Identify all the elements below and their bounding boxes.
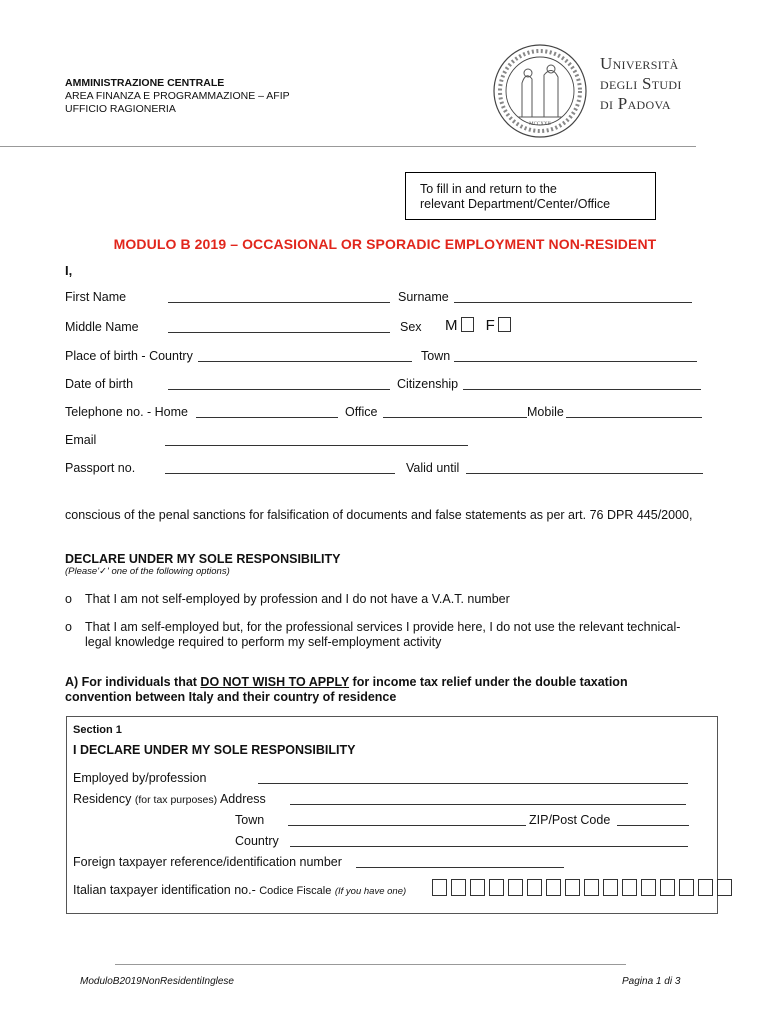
section-a-heading <box>65 675 725 705</box>
university-seal-icon <box>492 43 588 139</box>
middle-name-field[interactable] <box>168 332 390 333</box>
form-title: MODULO B 2019 – OCCASIONAL OR SPORADIC EMPLOYMENT NON-RESIDENT <box>113 236 657 252</box>
telephone-office-label: Office <box>345 405 378 419</box>
sex-f-checkbox[interactable] <box>498 317 511 332</box>
telephone-home-label: Telephone no. - Home <box>65 405 188 419</box>
codice-fiscale-char-box[interactable] <box>603 879 618 896</box>
italian-id-label <box>73 883 406 897</box>
codice-fiscale-char-box[interactable] <box>546 879 561 896</box>
header-divider <box>0 146 696 147</box>
country-label: Country <box>235 834 279 848</box>
zip-label: ZIP/Post Code <box>529 813 611 827</box>
return-line-2: relevant Department/Center/Office <box>420 197 611 211</box>
codice-fiscale-char-box[interactable] <box>584 879 599 896</box>
surname-field[interactable] <box>454 302 692 303</box>
codice-fiscale-char-box[interactable] <box>565 879 580 896</box>
conscious-statement: conscious of the penal sanctions for falsification of documents and false statements as per art. 76 DPR 445/2000, <box>65 508 693 522</box>
residency-label <box>73 792 266 806</box>
telephone-mobile-label: Mobile <box>527 405 564 419</box>
sex-label: Sex <box>400 320 422 334</box>
date-of-birth-field[interactable] <box>168 389 390 390</box>
section-a-line2: convention between Italy and their country of residence <box>65 690 397 704</box>
birth-town-field[interactable] <box>454 361 697 362</box>
section-a-underlined: DO NOT WISH TO APPLY <box>200 675 350 689</box>
declare-heading: DECLARE UNDER MY SOLE RESPONSIBILITY <box>65 552 341 566</box>
email-field[interactable] <box>165 445 468 446</box>
option-1[interactable] <box>65 592 510 607</box>
seal-year: MCCXXII <box>529 122 551 127</box>
option-2[interactable] <box>65 620 715 650</box>
section-1-label: Section 1 <box>73 724 122 736</box>
codice-note: (If you have one) <box>334 886 407 897</box>
section-a-part1: A) For individuals that <box>65 675 201 689</box>
footer-page: Pagina 1 di 3 <box>622 976 681 987</box>
codice-fiscale-char-box[interactable] <box>508 879 523 896</box>
telephone-office-field[interactable] <box>383 417 527 418</box>
codice-fiscale-char-box[interactable] <box>679 879 694 896</box>
option-2-text-line1: That I am self-employed but, for the professional services I provide here, I do not use the relevant technical- <box>85 620 681 634</box>
department-header <box>65 77 290 116</box>
valid-until-field[interactable] <box>466 473 703 474</box>
first-name-field[interactable] <box>168 302 390 303</box>
passport-field[interactable] <box>165 473 395 474</box>
foreign-ref-label: Foreign taxpayer reference/identification number <box>73 855 342 869</box>
telephone-home-field[interactable] <box>196 417 338 418</box>
codice-fiscale-char-box[interactable] <box>451 879 466 896</box>
first-name-label: First Name <box>65 290 127 304</box>
option-2-text-line2: legal knowledge required to perform my self-employment activity <box>85 635 442 649</box>
return-instructions-box <box>405 172 656 220</box>
employed-field[interactable] <box>258 783 688 784</box>
codice-fiscale-char-box[interactable] <box>641 879 656 896</box>
passport-label: Passport no. <box>65 461 136 475</box>
codice-fiscale-char-box[interactable] <box>489 879 504 896</box>
citizenship-field[interactable] <box>463 389 701 390</box>
place-of-birth-label: Place of birth - Country <box>65 349 193 363</box>
email-label: Email <box>65 433 97 447</box>
section-1-heading: I DECLARE UNDER MY SOLE RESPONSIBILITY <box>73 743 356 757</box>
university-line-1: Università <box>600 54 679 73</box>
date-of-birth-label: Date of birth <box>65 377 134 391</box>
option-1-radio[interactable]: o <box>65 592 72 606</box>
declare-note: (Please'✓' one of the following options) <box>65 566 230 577</box>
codice-fiscale-char-box[interactable] <box>622 879 637 896</box>
codice-fiscale-char-box[interactable] <box>660 879 675 896</box>
codice-fiscale-boxes[interactable] <box>432 879 736 901</box>
sex-f-label: F <box>485 317 495 334</box>
place-of-birth-field[interactable] <box>198 361 412 362</box>
university-line-2: degli Studi <box>600 74 682 93</box>
telephone-mobile-field[interactable] <box>566 417 702 418</box>
country-field[interactable] <box>290 846 688 847</box>
address-field[interactable] <box>290 804 686 805</box>
intro-text: I, <box>65 263 73 278</box>
surname-label: Surname <box>398 290 449 304</box>
codice-fiscale-label: Codice Fiscale <box>259 885 332 897</box>
sex-options <box>445 317 511 334</box>
middle-name-label: Middle Name <box>65 320 139 334</box>
return-line-1: To fill in and return to the <box>420 182 557 196</box>
codice-fiscale-char-box[interactable] <box>432 879 447 896</box>
codice-fiscale-char-box[interactable] <box>717 879 732 896</box>
residency-label-text: Residency <box>73 792 132 806</box>
birth-town-label: Town <box>421 349 451 363</box>
codice-fiscale-char-box[interactable] <box>527 879 542 896</box>
dept-line-1: AMMINISTRAZIONE CENTRALE <box>65 77 225 89</box>
valid-until-label: Valid until <box>406 461 460 475</box>
footer-divider <box>115 964 626 965</box>
university-name <box>600 54 682 114</box>
residency-town-label: Town <box>235 813 265 827</box>
university-line-3: di Padova <box>600 94 671 113</box>
option-2-radio[interactable]: o <box>65 620 72 634</box>
residency-town-field[interactable] <box>288 825 526 826</box>
italian-id-text: Italian taxpayer identification no.- <box>73 883 260 897</box>
residency-note: (for tax purposes) <box>134 794 218 806</box>
citizenship-label: Citizenship <box>397 377 459 391</box>
address-label: Address <box>219 792 266 806</box>
dept-line-3: UFFICIO RAGIONERIA <box>65 103 176 115</box>
footer-filename: ModuloB2019NonResidentiInglese <box>80 976 234 987</box>
option-1-text: That I am not self-employed by profession and I do not have a V.A.T. number <box>85 592 510 606</box>
codice-fiscale-char-box[interactable] <box>470 879 485 896</box>
zip-field[interactable] <box>617 825 689 826</box>
foreign-ref-field[interactable] <box>356 867 564 868</box>
sex-m-label: M <box>445 317 458 334</box>
employed-label: Employed by/profession <box>73 771 207 785</box>
dept-line-2: AREA FINANZA E PROGRAMMAZIONE – AFIP <box>65 90 290 102</box>
section-a-part2: for income tax relief under the double taxation <box>349 675 628 689</box>
sex-m-checkbox[interactable] <box>461 317 474 332</box>
codice-fiscale-char-box[interactable] <box>698 879 713 896</box>
